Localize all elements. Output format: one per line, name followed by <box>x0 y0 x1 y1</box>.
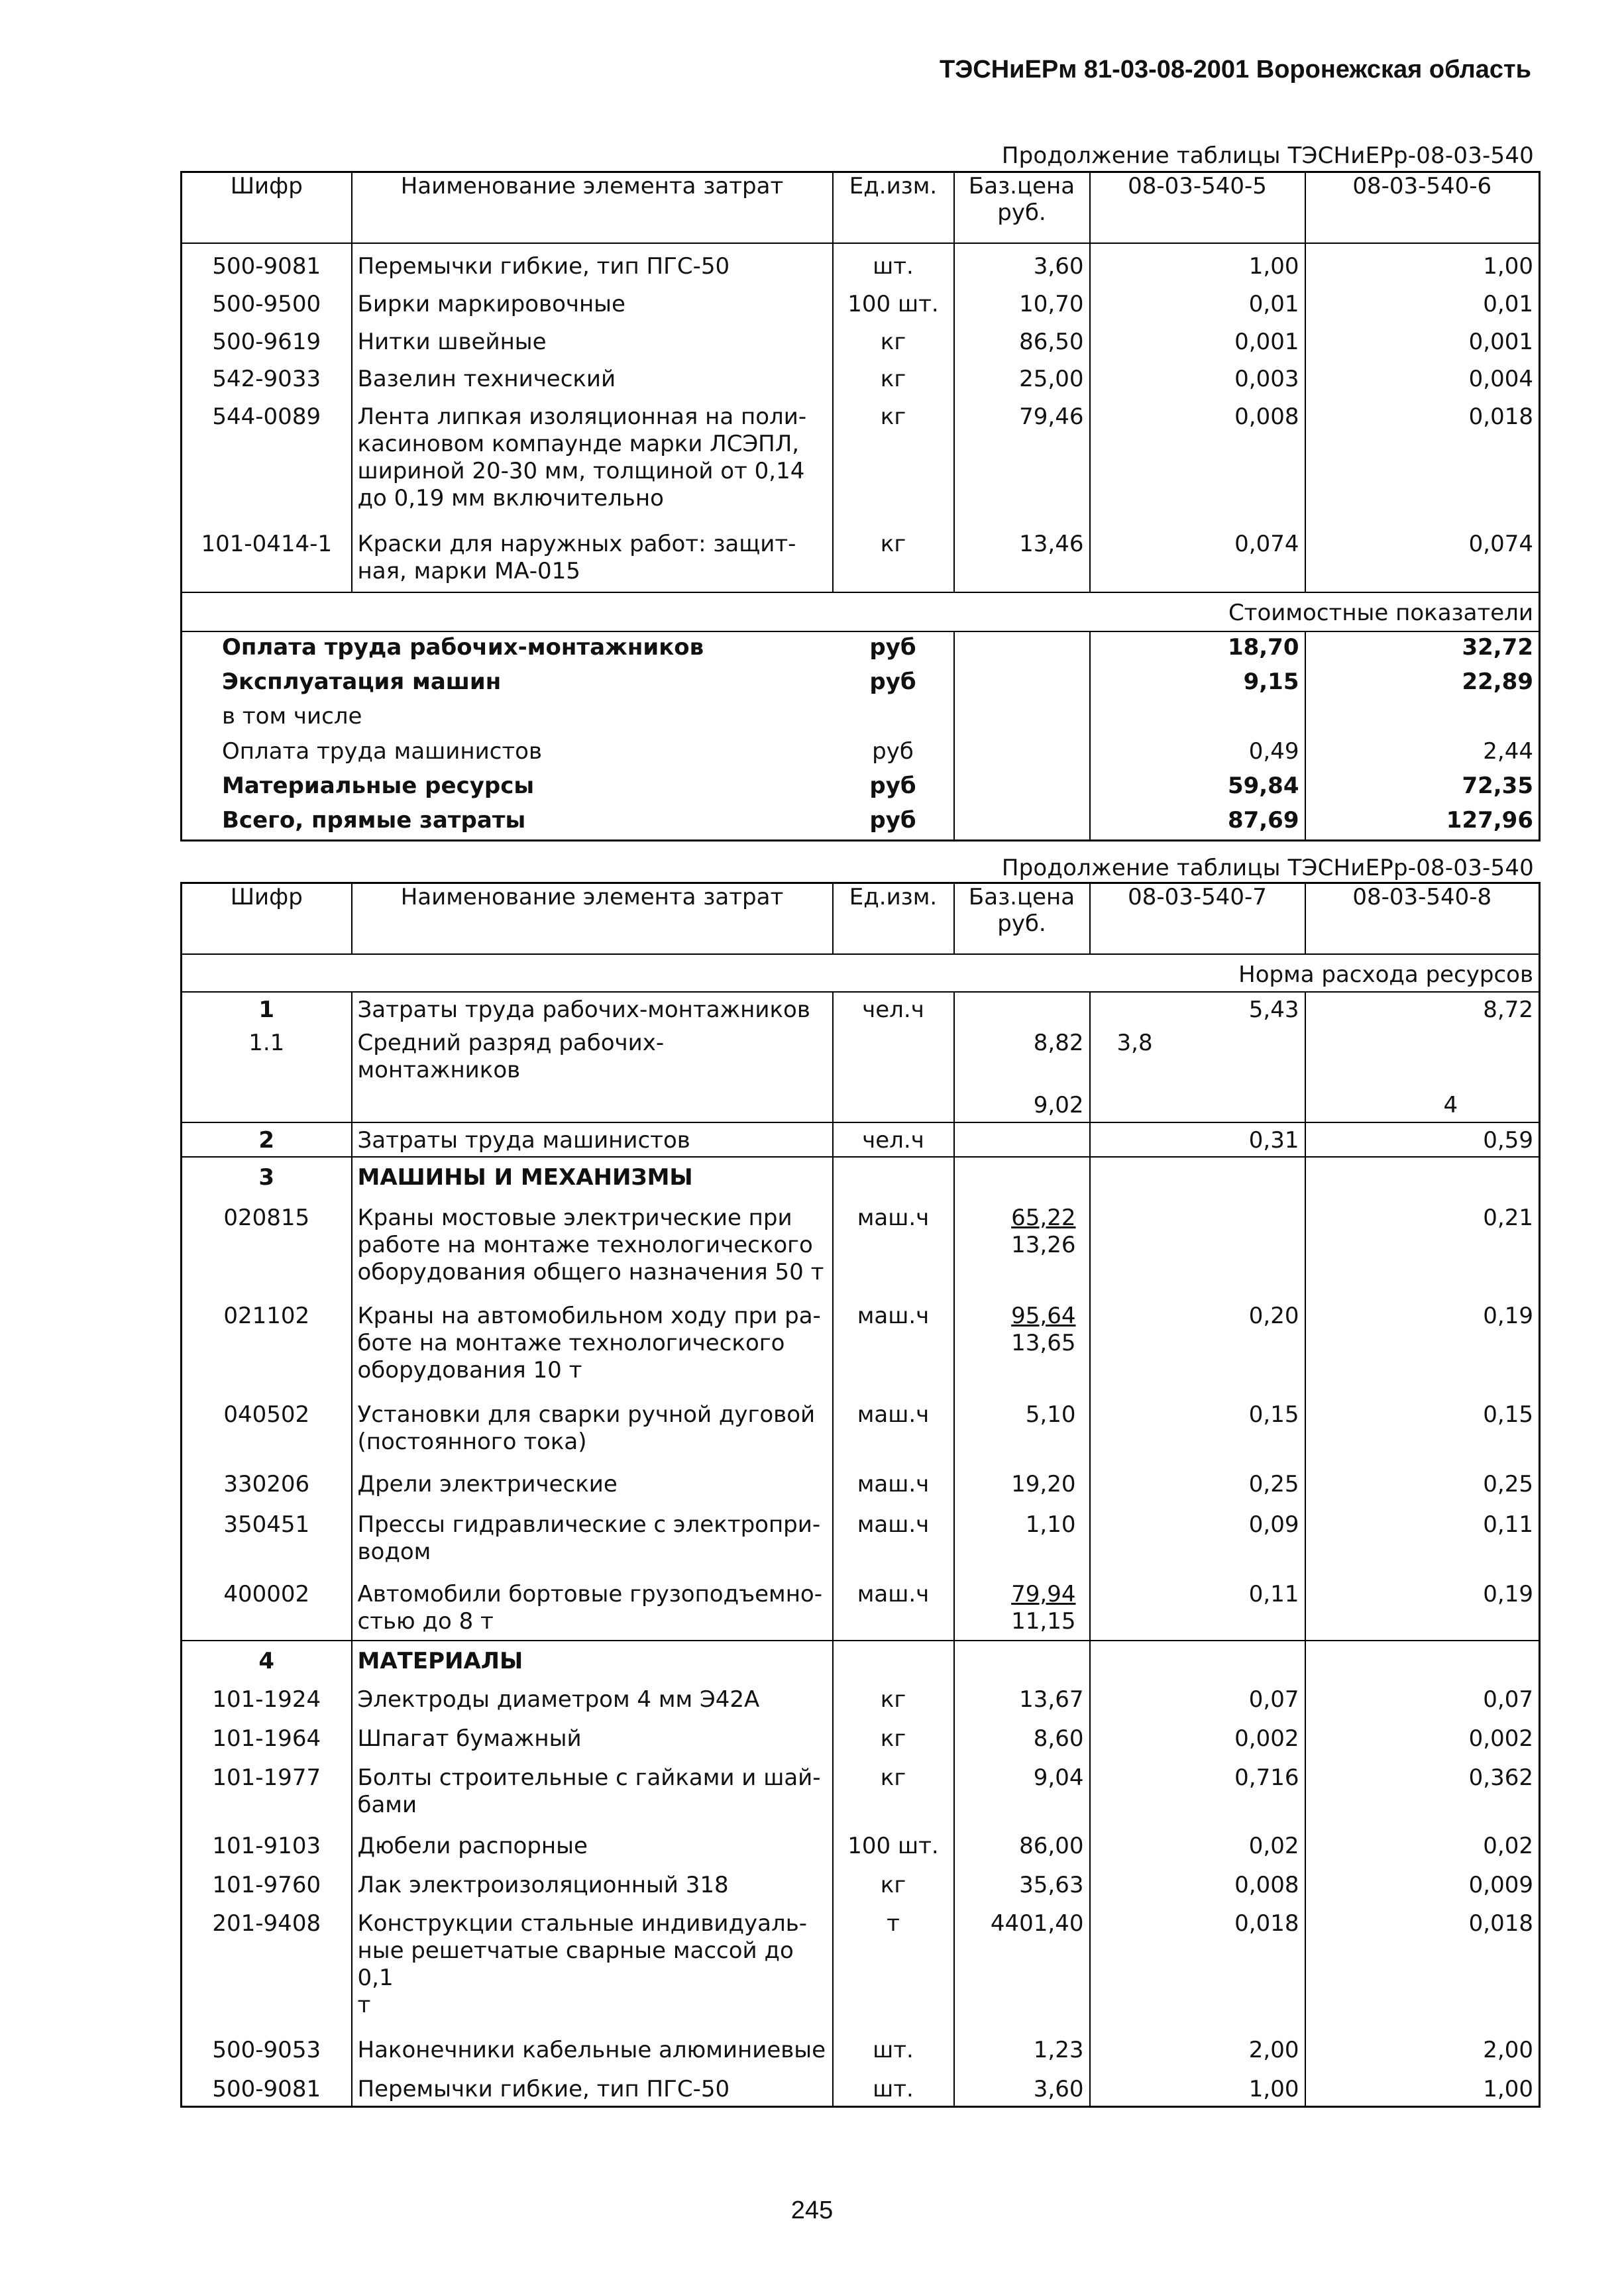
price-base: 95,64 <box>1011 1303 1076 1330</box>
row-value-b: 2,00 <box>1305 2028 1540 2067</box>
row-code: 101-0414-1 <box>201 531 333 558</box>
col-header-name: Наименование элемента затрат <box>352 883 833 955</box>
cost-value-b: 32,72 <box>1305 631 1540 667</box>
row-value-b: 0,21 <box>1305 1194 1540 1293</box>
row-code: 201-9408 <box>212 1910 321 1937</box>
price-labor: 13,26 <box>1011 1231 1076 1258</box>
row-price: 35,63 <box>954 1863 1090 1902</box>
row-value-b: 1,00 <box>1305 2067 1540 2107</box>
norm-band-row <box>182 954 1540 992</box>
row-unit <box>833 1088 954 1122</box>
material-row <box>182 2067 1540 2107</box>
row-price <box>954 992 1090 1026</box>
cost-unit: руб <box>869 806 916 834</box>
cost-value-b: 72,35 <box>1305 771 1540 805</box>
running-header: ТЭСНиЕРм 81-03-08-2001 Воронежская область <box>940 56 1531 83</box>
row-name: Дрели электрические <box>352 1460 833 1501</box>
cost-price-empty <box>954 771 1090 805</box>
price-base: 5,10 <box>1025 1401 1076 1429</box>
material-row <box>182 1716 1540 1755</box>
row-value-b: 0,11 <box>1305 1501 1540 1570</box>
cost-price-empty <box>954 805 1090 841</box>
row-name: Установки для сварки ручной дуговой (постоянного тока) <box>352 1391 833 1460</box>
cost-price-empty <box>954 736 1090 771</box>
cost-band-row <box>182 592 1540 631</box>
cost-row <box>182 667 1540 701</box>
row-value-b: 0,004 <box>1305 359 1540 397</box>
section-title: МАШИНЫ И МЕХАНИЗМЫ <box>352 1157 833 1194</box>
row-price <box>954 1194 1090 1293</box>
resource-row <box>182 524 1540 592</box>
row-unit: кг <box>833 524 954 592</box>
row-price: 1,23 <box>954 2028 1090 2067</box>
row-unit: шт. <box>833 243 954 284</box>
row-value-b <box>1305 1026 1540 1088</box>
row-value-b: 0,001 <box>1305 322 1540 360</box>
row-name: Средний разряд рабочих-монтажников <box>352 1026 833 1088</box>
cost-label: Оплата труда машинистов <box>222 737 543 765</box>
row-value-b: 0,018 <box>1305 397 1540 525</box>
cost-value-b: 127,96 <box>1305 805 1540 841</box>
section-empty-cell <box>954 1641 1090 1678</box>
row-value-a: 1,00 <box>1090 243 1305 284</box>
machine-row <box>182 1501 1540 1570</box>
cost-label: в том числе <box>222 703 362 730</box>
labor-row <box>182 1026 1540 1088</box>
cost-value-a: 0,49 <box>1090 736 1305 771</box>
section-number: 4 <box>182 1641 352 1678</box>
row-name: Вазелин технический <box>352 359 833 397</box>
row-code: 1 <box>182 992 352 1026</box>
row-unit: чел.ч <box>833 1122 954 1157</box>
row-name: Автомобили бортовые грузоподъемно- стью до 8 т <box>352 1570 833 1641</box>
row-unit: маш.ч <box>833 1391 954 1460</box>
row-value-a: 0,003 <box>1090 359 1305 397</box>
row-unit: чел.ч <box>833 992 954 1026</box>
price-base: 1,10 <box>1025 1511 1076 1538</box>
row-price: 25,00 <box>954 359 1090 397</box>
cost-label: Материальные ресурсы <box>222 772 535 799</box>
cost-price-empty <box>954 701 1090 735</box>
row-value-b: 4 <box>1305 1088 1540 1122</box>
table1-continuation-caption: Продолжение таблицы ТЭСНиЕРр-08-03-540 <box>1001 142 1534 169</box>
col-header-name: Наименование элемента затрат <box>352 172 833 244</box>
row-value-b: 0,59 <box>1305 1122 1540 1157</box>
cost-row <box>182 805 1540 841</box>
row-code: 101-1977 <box>212 1764 321 1792</box>
price-base: 79,94 <box>1011 1580 1076 1607</box>
row-unit: маш.ч <box>833 1292 954 1391</box>
section-empty-cell <box>833 1641 954 1678</box>
row-name: Краны мостовые электрические при работе на монтаже технологического оборудования общего назначения 50 т <box>352 1194 833 1293</box>
price-labor: 11,15 <box>1011 1607 1076 1635</box>
row-code: 500-9081 <box>212 253 321 280</box>
price-base: 19,20 <box>1011 1470 1076 1497</box>
row-code: 542-9033 <box>212 366 321 393</box>
row-name <box>352 1088 833 1122</box>
machine-row <box>182 1460 1540 1501</box>
cost-value-b: 22,89 <box>1305 667 1540 701</box>
material-row <box>182 1677 1540 1716</box>
row-name: Лента липкая изоляционная на поли- касиновом компаунде марки ЛСЭПЛ, шириной 20-30 мм, толщиной от 0,14 до 0,19 мм включительно <box>352 397 833 525</box>
row-price <box>954 1501 1090 1570</box>
row-value-b: 0,19 <box>1305 1570 1540 1641</box>
col-header-unit: Ед.изм. <box>833 883 954 955</box>
cost-row <box>182 701 1540 735</box>
row-name: Перемычки гибкие, тип ПГС-50 <box>352 2067 833 2107</box>
row-code: 020815 <box>223 1204 310 1231</box>
section-title: МАТЕРИАЛЫ <box>352 1641 833 1678</box>
cost-row <box>182 771 1540 805</box>
row-value-a: 0,20 <box>1090 1292 1305 1391</box>
row-code: 544-0089 <box>212 403 321 430</box>
row-code: 500-9500 <box>212 291 321 318</box>
material-row <box>182 2028 1540 2067</box>
row-code: 101-1964 <box>212 1725 321 1753</box>
labor-row <box>182 1122 1540 1157</box>
row-value-a: 1,00 <box>1090 2067 1305 2107</box>
row-value-b: 0,074 <box>1305 524 1540 592</box>
row-code: 101-9760 <box>212 1871 321 1898</box>
row-value-a: 0,01 <box>1090 284 1305 322</box>
row-value-b: 0,018 <box>1305 1901 1540 2027</box>
row-name: Затраты труда рабочих-монтажников <box>352 992 833 1026</box>
machine-row <box>182 1194 1540 1293</box>
resource-row <box>182 284 1540 322</box>
material-row <box>182 1863 1540 1902</box>
cost-price-empty <box>954 631 1090 667</box>
row-code: 101-1924 <box>212 1686 321 1713</box>
page-number: 245 <box>790 2196 834 2224</box>
section-number: 3 <box>182 1157 352 1194</box>
row-name: Краны на автомобильном ходу при ра- боте на монтаже технологического оборудования 10 т <box>352 1292 833 1391</box>
cost-label: Оплата труда рабочих-монтажников <box>222 634 704 661</box>
row-name: Нитки швейные <box>352 322 833 360</box>
row-code: 021102 <box>223 1303 310 1330</box>
row-value-b: 0,002 <box>1305 1716 1540 1755</box>
row-code: 400002 <box>223 1580 310 1607</box>
row-name: Дюбели распорные <box>352 1823 833 1863</box>
row-price: 86,50 <box>954 322 1090 360</box>
col-header-b: 08-03-540-8 <box>1305 883 1540 955</box>
row-name: Наконечники кабельные алюминиевые <box>352 2028 833 2067</box>
row-code: 1.1 <box>248 1030 285 1057</box>
row-value-b: 0,362 <box>1305 1755 1540 1823</box>
cost-unit: руб <box>869 634 916 661</box>
row-unit <box>833 1026 954 1088</box>
col-header-a: 08-03-540-5 <box>1090 172 1305 244</box>
row-value-a: 0,02 <box>1090 1823 1305 1863</box>
row-value-a <box>1090 1088 1305 1122</box>
row-code <box>182 1088 352 1122</box>
row-name: Прессы гидравлические с электропри- водом <box>352 1501 833 1570</box>
row-price <box>954 1122 1090 1157</box>
machine-row <box>182 1292 1540 1391</box>
row-value-a: 0,716 <box>1090 1755 1305 1823</box>
row-unit: кг <box>833 359 954 397</box>
row-value-a: 0,09 <box>1090 1501 1305 1570</box>
row-unit: маш.ч <box>833 1460 954 1501</box>
cost-value-b: 2,44 <box>1305 736 1540 771</box>
row-value-b: 1,00 <box>1305 243 1540 284</box>
row-unit: кг <box>833 1677 954 1716</box>
row-code: 500-9053 <box>212 2036 321 2063</box>
row-price: 9,02 <box>954 1088 1090 1122</box>
row-price: 3,60 <box>954 243 1090 284</box>
row-price: 10,70 <box>954 284 1090 322</box>
section-empty-cell <box>1090 1157 1305 1194</box>
row-value-b: 0,02 <box>1305 1823 1540 1863</box>
row-name: Бирки маркировочные <box>352 284 833 322</box>
row-value-b: 0,009 <box>1305 1863 1540 1902</box>
row-value-a: 0,25 <box>1090 1460 1305 1501</box>
row-unit: кг <box>833 397 954 525</box>
row-name: Затраты труда машинистов <box>352 1122 833 1157</box>
row-name: Болты строительные с гайками и шай- бами <box>352 1755 833 1823</box>
machines-section-header <box>182 1157 1540 1194</box>
row-price <box>954 1292 1090 1391</box>
row-value-b: 0,07 <box>1305 1677 1540 1716</box>
norm-band-label: Норма расхода ресурсов <box>182 954 1540 992</box>
row-code: 330206 <box>223 1470 310 1497</box>
row-unit: 100 шт. <box>833 284 954 322</box>
row-code: 040502 <box>223 1401 310 1429</box>
row-name: Конструкции стальные индивидуаль- ные решетчатые сварные массой до 0,1 т <box>352 1901 833 2027</box>
section-empty-cell <box>1090 1641 1305 1678</box>
col-header-price <box>954 883 1090 955</box>
row-value-b: 0,15 <box>1305 1391 1540 1460</box>
col-header-code: Шифр <box>182 883 352 955</box>
resource-row <box>182 322 1540 360</box>
cost-value-a: 87,69 <box>1090 805 1305 841</box>
cost-value-a: 59,84 <box>1090 771 1305 805</box>
row-unit: кг <box>833 1755 954 1823</box>
machine-row <box>182 1570 1540 1641</box>
material-row <box>182 1901 1540 2027</box>
cost-row <box>182 631 1540 667</box>
row-price: 13,46 <box>954 524 1090 592</box>
material-row <box>182 1755 1540 1823</box>
resource-row <box>182 397 1540 525</box>
row-price <box>954 1391 1090 1460</box>
section-empty-cell <box>1305 1641 1540 1678</box>
row-code: 500-9619 <box>212 328 321 355</box>
row-unit: маш.ч <box>833 1501 954 1570</box>
row-unit: кг <box>833 322 954 360</box>
resource-row <box>182 243 1540 284</box>
materials-section-header <box>182 1641 1540 1678</box>
col-header-a: 08-03-540-7 <box>1090 883 1305 955</box>
row-code: 101-9103 <box>212 1832 321 1859</box>
row-value-a: 0,002 <box>1090 1716 1305 1755</box>
row-code: 2 <box>182 1122 352 1157</box>
row-value-a: 0,07 <box>1090 1677 1305 1716</box>
row-code: 500-9081 <box>212 2075 321 2102</box>
cost-value-a: 9,15 <box>1090 667 1305 701</box>
row-value-b: 0,01 <box>1305 284 1540 322</box>
row-value-a: 0,15 <box>1090 1391 1305 1460</box>
labor-row <box>182 1088 1540 1122</box>
row-price: 13,67 <box>954 1677 1090 1716</box>
row-value-b: 8,72 <box>1305 992 1540 1026</box>
price-header-line2: руб. <box>997 199 1046 226</box>
row-value-a: 0,001 <box>1090 322 1305 360</box>
col-header-unit: Ед.изм. <box>833 172 954 244</box>
row-unit: 100 шт. <box>833 1823 954 1863</box>
cost-row <box>182 736 1540 771</box>
col-header-code: Шифр <box>182 172 352 244</box>
row-unit: кг <box>833 1863 954 1902</box>
resource-table-2 <box>180 882 1541 2108</box>
cost-label: Эксплуатация машин <box>222 669 502 696</box>
resource-row <box>182 359 1540 397</box>
section-empty-cell <box>1305 1157 1540 1194</box>
table2-continuation-caption: Продолжение таблицы ТЭСНиЕРр-08-03-540 <box>1001 855 1534 881</box>
row-value-a: 0,008 <box>1090 397 1305 525</box>
row-price: 86,00 <box>954 1823 1090 1863</box>
row-value-a: 2,00 <box>1090 2028 1305 2067</box>
row-name: Электроды диаметром 4 мм Э42А <box>352 1677 833 1716</box>
table2-header-row <box>182 883 1540 955</box>
row-unit: шт. <box>833 2067 954 2107</box>
row-name: Краски для наружных работ: защит- ная, марки МА-015 <box>352 524 833 592</box>
col-header-b: 08-03-540-6 <box>1305 172 1540 244</box>
row-value-a: 0,018 <box>1090 1901 1305 2027</box>
row-value-a: 0,074 <box>1090 524 1305 592</box>
row-unit: кг <box>833 1716 954 1755</box>
row-price: 8,60 <box>954 1716 1090 1755</box>
row-price <box>954 1460 1090 1501</box>
cost-unit: руб <box>869 669 916 696</box>
section-empty-cell <box>833 1157 954 1194</box>
row-value-a: 3,8 <box>1090 1026 1305 1088</box>
row-price: 3,60 <box>954 2067 1090 2107</box>
resource-table-1 <box>180 171 1541 841</box>
price-header-line1: Баз.цена <box>968 884 1075 910</box>
row-code: 350451 <box>223 1511 310 1538</box>
row-value-a: 0,31 <box>1090 1122 1305 1157</box>
cost-band-label: Стоимостные показатели <box>182 592 1540 631</box>
row-price <box>954 1570 1090 1641</box>
price-header-line2: руб. <box>997 910 1046 937</box>
labor-row <box>182 992 1540 1026</box>
row-name: Перемычки гибкие, тип ПГС-50 <box>352 243 833 284</box>
row-unit: маш.ч <box>833 1570 954 1641</box>
cost-unit: руб <box>872 737 914 765</box>
col-header-price <box>954 172 1090 244</box>
row-unit: маш.ч <box>833 1194 954 1293</box>
row-value-a: 5,43 <box>1090 992 1305 1026</box>
row-price: 79,46 <box>954 397 1090 525</box>
row-value-a <box>1090 1194 1305 1293</box>
row-name: Шпагат бумажный <box>352 1716 833 1755</box>
cost-unit <box>833 701 954 735</box>
material-row <box>182 1823 1540 1863</box>
row-value-a: 0,11 <box>1090 1570 1305 1641</box>
row-value-a: 0,008 <box>1090 1863 1305 1902</box>
section-empty-cell <box>954 1157 1090 1194</box>
row-value-b: 0,25 <box>1305 1460 1540 1501</box>
cost-value-a <box>1090 701 1305 735</box>
row-unit: т <box>833 1901 954 2027</box>
row-price: 9,04 <box>954 1755 1090 1823</box>
price-labor: 13,65 <box>1011 1330 1076 1357</box>
machine-row <box>182 1391 1540 1460</box>
row-price: 4401,40 <box>954 1901 1090 2027</box>
row-name: Лак электроизоляционный 318 <box>352 1863 833 1902</box>
row-price: 8,82 <box>954 1026 1090 1088</box>
cost-unit: руб <box>869 772 916 799</box>
row-unit: шт. <box>833 2028 954 2067</box>
price-base: 65,22 <box>1011 1204 1076 1231</box>
price-header-line1: Баз.цена <box>968 173 1075 199</box>
row-value-b: 0,19 <box>1305 1292 1540 1391</box>
cost-value-a: 18,70 <box>1090 631 1305 667</box>
cost-value-b <box>1305 701 1540 735</box>
cost-price-empty <box>954 667 1090 701</box>
table1-header-row <box>182 172 1540 244</box>
cost-label: Всего, прямые затраты <box>222 806 526 834</box>
